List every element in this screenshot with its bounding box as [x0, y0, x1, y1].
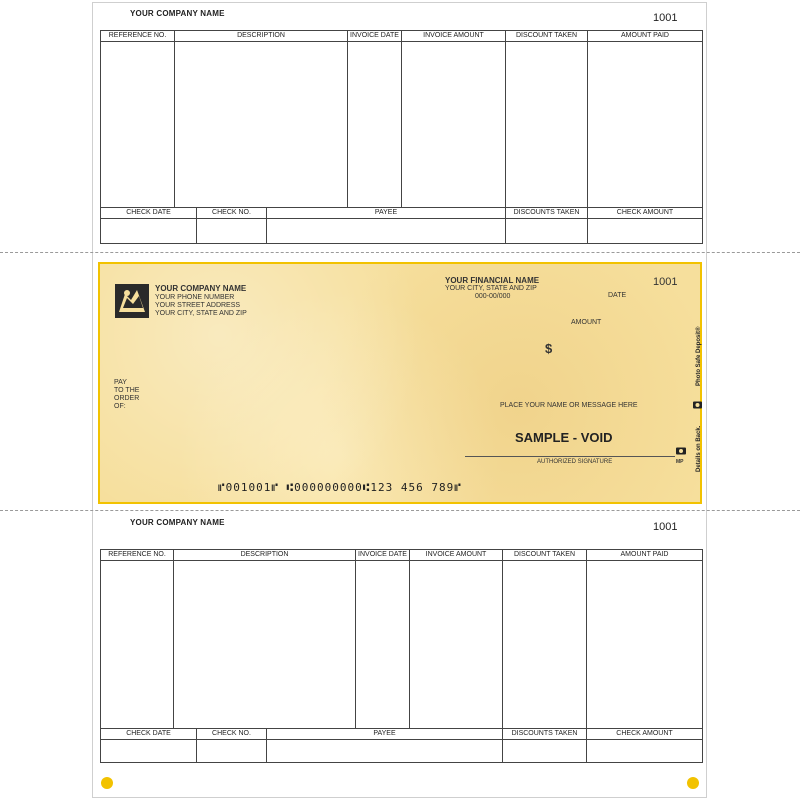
of-label: OF: [114, 403, 126, 410]
footer-check-date: CHECK DATE [101, 208, 197, 218]
dollar-sign: $ [545, 341, 553, 356]
footer-payee: PAYEE [267, 729, 503, 739]
date-label: DATE [608, 292, 627, 299]
company-logo-icon [115, 284, 149, 318]
column-line [502, 739, 503, 762]
perforation-line [0, 252, 800, 253]
column-line [586, 739, 587, 762]
micr-line: ⑈001001⑈ ⑆000000000⑆123 456 789⑈ [218, 481, 462, 494]
column-line [505, 218, 506, 243]
footer-discounts-taken: DISCOUNTS TAKEN [503, 729, 587, 739]
column-line [587, 41, 588, 207]
column-line [586, 560, 587, 728]
void-text: SAMPLE - VOID [515, 430, 613, 445]
header-reference-no: REFERENCE NO. [101, 550, 174, 560]
camera-icon [693, 400, 702, 409]
header-reference-no: REFERENCE NO. [101, 31, 175, 41]
bottom-stub-table [100, 549, 703, 763]
header-amount-paid: AMOUNT PAID [621, 32, 669, 39]
column-line [587, 218, 588, 243]
footer-discounts-taken: DISCOUNTS TAKEN [506, 208, 588, 218]
check-phone: YOUR PHONE NUMBER [155, 294, 235, 301]
order-label: ORDER [114, 395, 140, 402]
header-discount-taken: DISCOUNT TAKEN [506, 31, 588, 41]
column-line [355, 560, 356, 728]
column-line [401, 41, 402, 207]
footer-payee: PAYEE [267, 208, 506, 218]
bank-city: YOUR CITY, STATE AND ZIP [445, 285, 537, 292]
column-line [409, 560, 410, 728]
alignment-dot [101, 777, 113, 789]
header-invoice-amount: INVOICE AMOUNT [402, 31, 506, 41]
check-body [98, 262, 702, 504]
bottom-stub-check-number: 1001 [653, 521, 678, 533]
header-description: DESCRIPTION [175, 31, 348, 41]
header-discount-taken: DISCOUNT TAKEN [503, 550, 587, 560]
amount-label: AMOUNT [571, 319, 602, 326]
signature-line [465, 456, 675, 457]
details-on-back-text: Details on Back. [696, 425, 702, 472]
to-the-label: TO THE [114, 387, 140, 394]
photo-safe-deposit-text: Photo Safe Deposit® [696, 326, 702, 386]
check-street: YOUR STREET ADDRESS [155, 302, 241, 309]
column-line [196, 739, 197, 762]
column-line [173, 560, 174, 728]
column-line [266, 739, 267, 762]
header-invoice-amount: INVOICE AMOUNT [410, 550, 503, 560]
column-line [266, 218, 267, 243]
footer-check-date: CHECK DATE [101, 729, 197, 739]
alignment-dot [687, 777, 699, 789]
footer-check-amount: CHECK AMOUNT [616, 730, 673, 737]
signature-label: AUTHORIZED SIGNATURE [537, 459, 613, 465]
header-description: DESCRIPTION [174, 550, 356, 560]
header-amount-paid: AMOUNT PAID [620, 551, 669, 558]
pay-label: PAY [114, 379, 127, 386]
footer-check-amount: CHECK AMOUNT [616, 209, 674, 216]
perforation-line [0, 510, 800, 511]
camera-icon [676, 446, 686, 455]
column-line [347, 41, 348, 207]
footer-check-no: CHECK NO. [197, 729, 267, 739]
check-city: YOUR CITY, STATE AND ZIP [155, 310, 247, 317]
column-line [174, 41, 175, 207]
footer-divider [101, 739, 702, 740]
mp-mark: MP [676, 459, 684, 465]
footer-divider [101, 218, 702, 219]
header-invoice-date: INVOICE DATE [356, 550, 410, 560]
header-invoice-date: INVOICE DATE [348, 31, 402, 41]
bank-name: YOUR FINANCIAL NAME [445, 276, 540, 285]
top-stub-table [100, 30, 703, 244]
column-line [502, 560, 503, 728]
bottom-stub-company-name: YOUR COMPANY NAME [130, 518, 225, 527]
check-company-name: YOUR COMPANY NAME [155, 284, 247, 293]
footer-check-no: CHECK NO. [197, 208, 267, 218]
routing-fraction: 000-00/000 [475, 293, 511, 300]
column-line [196, 218, 197, 243]
top-stub-company-name: YOUR COMPANY NAME [130, 9, 225, 18]
column-line [505, 41, 506, 207]
message-line: PLACE YOUR NAME OR MESSAGE HERE [500, 402, 638, 409]
check-number: 1001 [653, 276, 678, 288]
header-divider [101, 560, 702, 561]
top-stub-check-number: 1001 [653, 12, 678, 24]
